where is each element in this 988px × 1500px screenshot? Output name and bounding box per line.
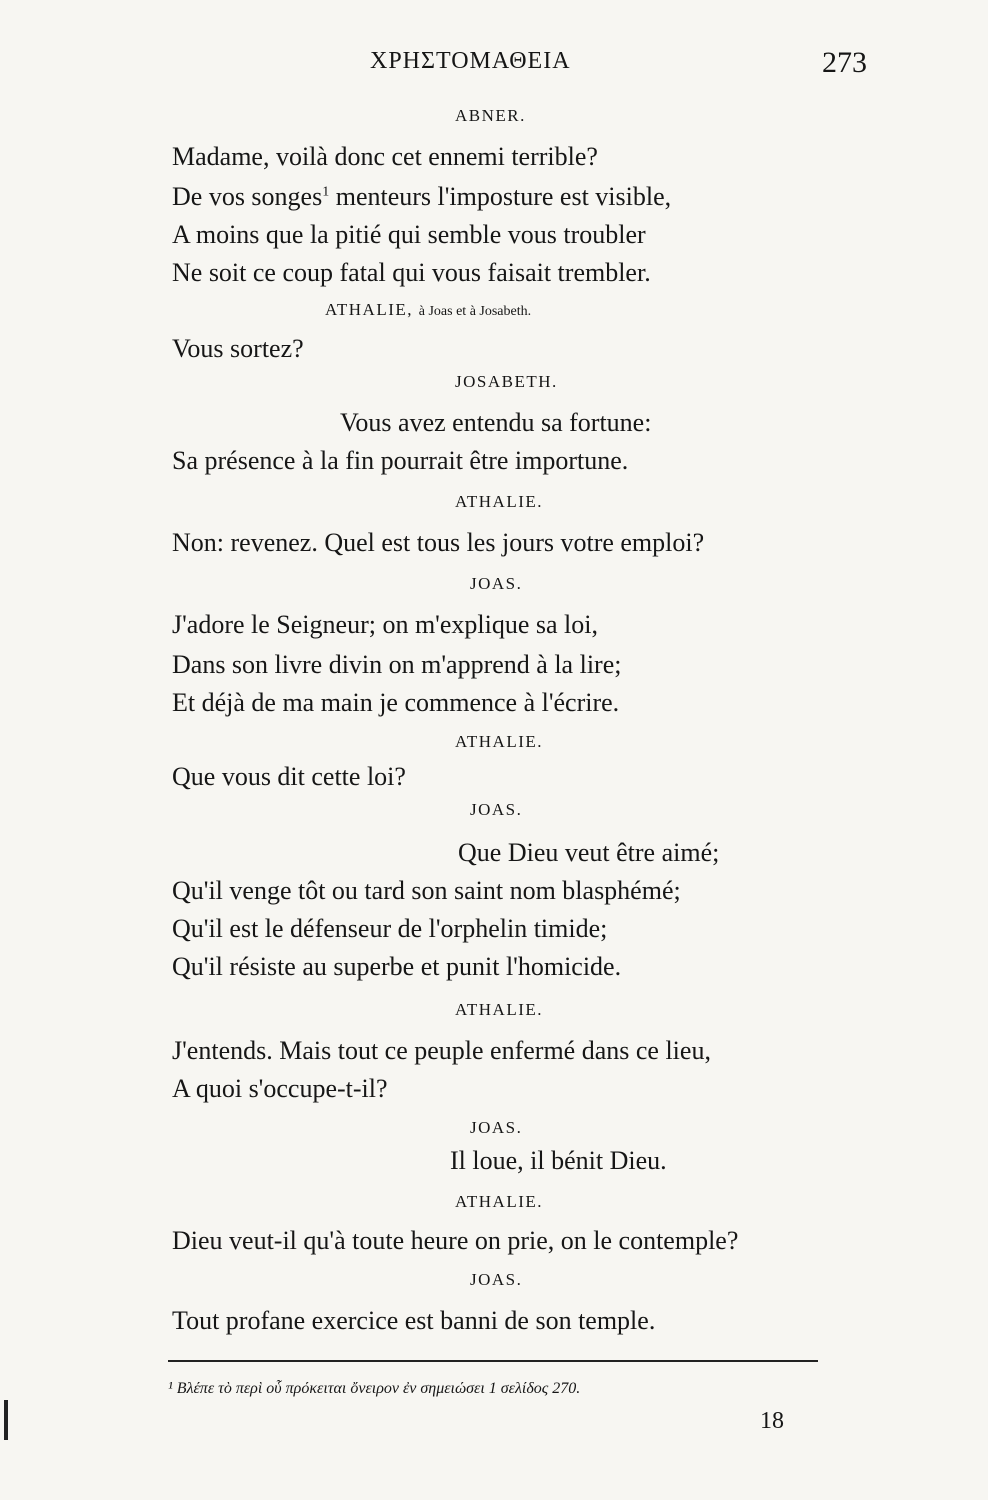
footnote-divider xyxy=(168,1360,818,1362)
speaker-name: ATHALIE. xyxy=(455,492,544,511)
speaker-name: ATHALIE, à Joas et à Josabeth. xyxy=(325,300,532,319)
verse-line: A moins que la pitié qui semble vous troubler xyxy=(172,220,646,249)
verse-line: Vous avez entendu sa fortune: xyxy=(340,408,652,437)
speaker-name: JOAS. xyxy=(470,574,523,593)
verse-line: Dieu veut-il qu'à toute heure on prie, on le contemple? xyxy=(172,1226,739,1255)
verse-line: Que Dieu veut être aimé; xyxy=(458,838,720,867)
margin-mark xyxy=(4,1400,8,1440)
verse-line: J'entends. Mais tout ce peuple enfermé dans ce lieu, xyxy=(172,1036,711,1065)
verse-line: Madame, voilà donc cet ennemi terrible? xyxy=(172,142,598,171)
speaker-name: JOAS. xyxy=(470,1118,523,1137)
speaker-name: ATHALIE. xyxy=(455,1000,544,1019)
verse-line: Qu'il venge tôt ou tard son saint nom blasphémé; xyxy=(172,876,681,905)
signature-number: 18 xyxy=(760,1408,784,1434)
verse-line: J'adore le Seigneur; on m'explique sa loi, xyxy=(172,610,598,639)
verse-line: Qu'il est le défenseur de l'orphelin timide; xyxy=(172,914,608,943)
verse-line: Ne soit ce coup fatal qui vous faisait trembler. xyxy=(172,258,651,287)
verse-line: De vos songes$^1$ menteurs l'imposture est visible, xyxy=(172,182,672,211)
verse-line: Non: revenez. Quel est tous les jours votre emploi? xyxy=(172,528,705,557)
verse-line: Que vous dit cette loi? xyxy=(172,762,406,791)
speaker-name: JOSABETH. xyxy=(455,372,558,391)
speaker-name: ABNER. xyxy=(455,106,526,125)
verse-line: A quoi s'occupe-t-il? xyxy=(172,1074,388,1103)
verse-line: Dans son livre divin on m'apprend à la lire; xyxy=(172,650,622,679)
page-number: 273 xyxy=(822,46,867,79)
speaker-name: JOAS. xyxy=(470,1270,523,1289)
footnote-text: ¹ Βλέπε τὸ περὶ οὗ πρόκειται ὄνειρον ἐν σημειώσει 1 σελίδος 270. xyxy=(168,1380,581,1397)
verse-line: Il loue, il bénit Dieu. xyxy=(450,1146,667,1175)
verse-line: Vous sortez? xyxy=(172,334,304,363)
speaker-name: JOAS. xyxy=(470,800,523,819)
verse-line: Sa présence à la fin pourrait être importune. xyxy=(172,446,629,475)
verse-line: Et déjà de ma main je commence à l'écrire. xyxy=(172,688,620,717)
verse-line: Tout profane exercice est banni de son temple. xyxy=(172,1306,656,1335)
speaker-name: ATHALIE. xyxy=(455,1192,544,1211)
verse-line: Qu'il résiste au superbe et punit l'homicide. xyxy=(172,952,622,981)
page-header-title: ΧΡΗΣΤΟΜΑΘΕΙΑ xyxy=(370,48,571,74)
speaker-name: ATHALIE. xyxy=(455,732,544,751)
